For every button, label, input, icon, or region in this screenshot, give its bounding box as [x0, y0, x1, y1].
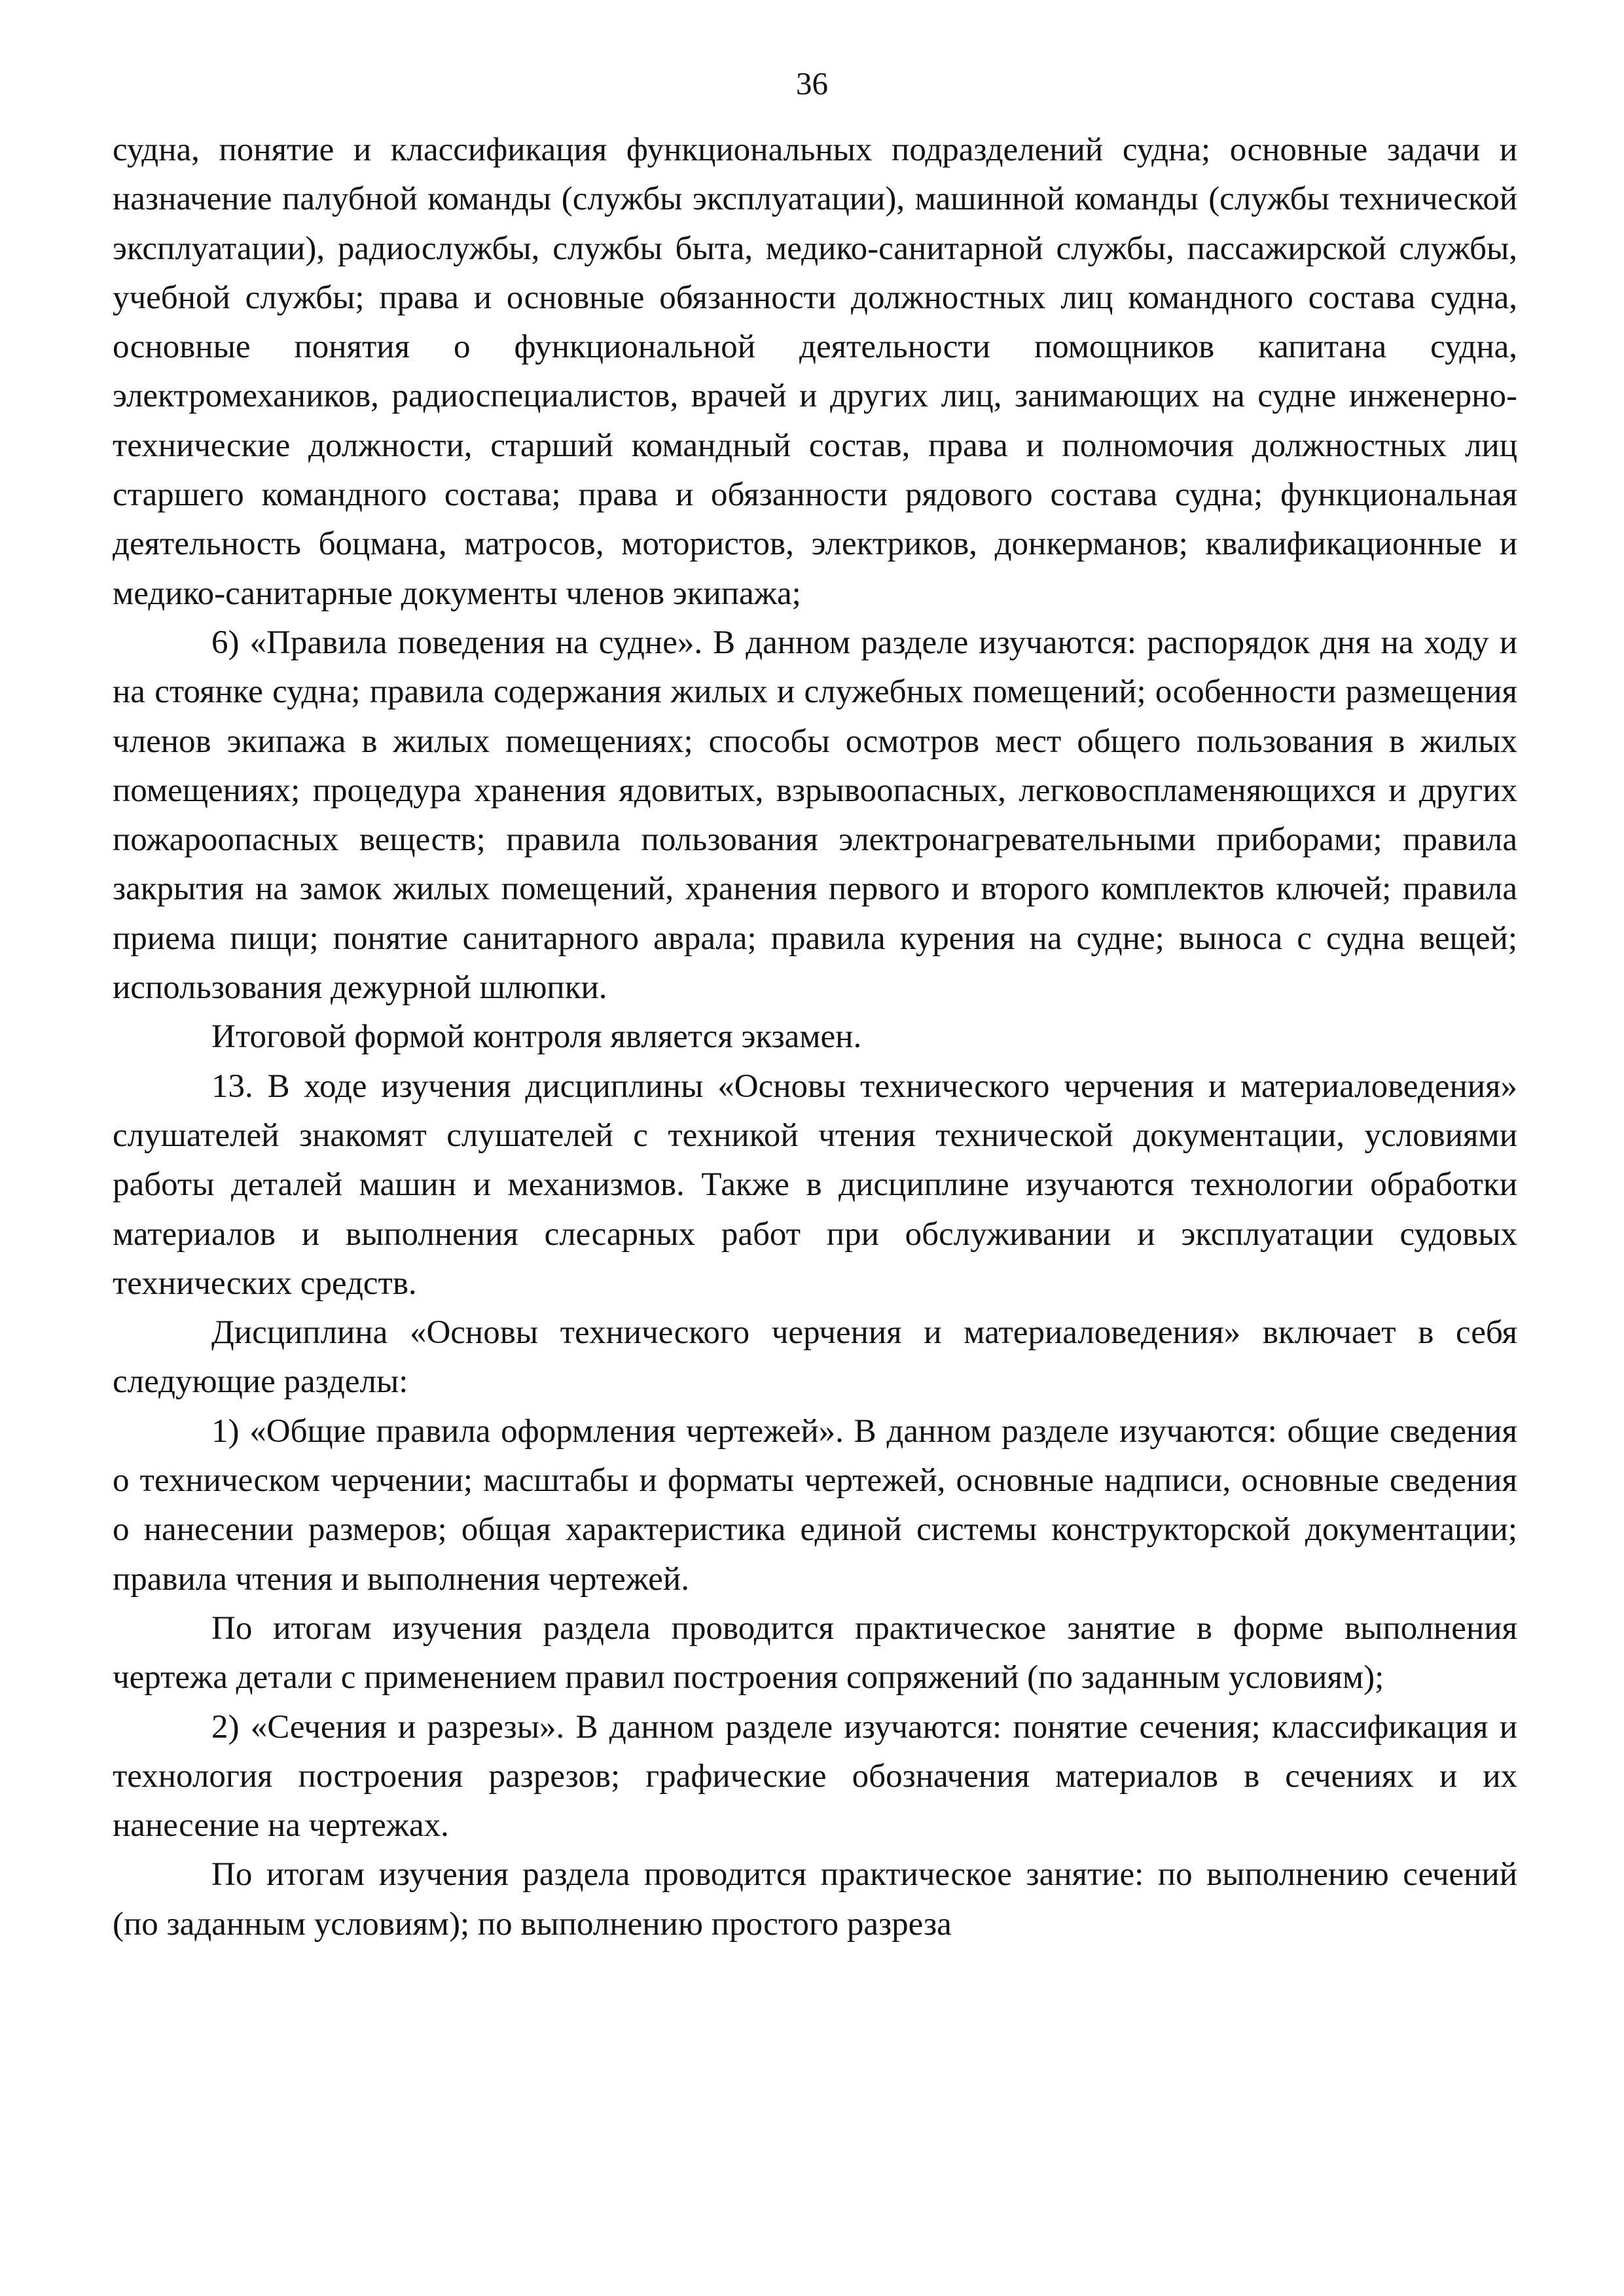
paragraph-final-control: Итоговой формой контроля является экзамен. [211, 1018, 862, 1056]
paragraph-section-1-practice: По итогам изучения раздела проводится практическое занятие в форме выполнения чертежа детали с применением правил построения сопряжений (по заданным условиям); [113, 1609, 1517, 1696]
paragraph-ship-structure-duties: судна, понятие и классификация функциональных подразделений судна; основные задачи и назначение палубной команды (службы эксплуатации), машинной команды (службы технической эксплуатации), радиослужбы, службы быта, медико-санитарной службы, пассажирской службы, учебной службы; права и основные обязанности должностных лиц командного состава судна, основные понятия о функциональной деятельности помощников капитана судна, электромехаников, радиоспециалистов, врачей и других лиц, занимающих на судне инженерно-технические должности, старший командный состав, права и полномочия должностных лиц старшего командного состава; права и обязанности рядового состава судна; функциональная деятельность боцмана, матросов, мотористов, электриков, донкерманов; квалификационные и медико-санитарные документы членов экипажа; [113, 132, 1517, 612]
paragraph-sections-intro: Дисциплина «Основы технического черчения и материаловедения» включает в себя следующие разделы: [113, 1314, 1517, 1401]
paragraph-section-2: 2) «Сечения и разрезы». В данном разделе изучаются: понятие сечения; классификация и технология построения разрезов; графические обозначения материалов в сечениях и их нанесение на чертежах. [113, 1708, 1517, 1844]
paragraph-item-13: 13. В ходе изучения дисциплины «Основы технического черчения и материаловедения» слушателей знакомят слушателей с техникой чтения технической документации, условиями работы деталей машин и механизмов. Также в дисциплине изучаются технологии обработки материалов и выполнения слесарных работ при обслуживании и эксплуатации судовых технических средств. [113, 1067, 1517, 1302]
paragraph-conduct-rules: 6) «Правила поведения на судне». В данном разделе изучаются: распорядок дня на ходу и на стоянке судна; правила содержания жилых и служебных помещений; особенности размещения членов экипажа в жилых помещениях; способы осмотров мест общего пользования в жилых помещениях; процедура хранения ядовитых, взрывоопасных, легковоспламеняющихся и других пожароопасных веществ; правила пользования электронагревательными приборами; правила закрытия на замок жилых помещений, хранения первого и второго комплектов ключей; правила приема пищи; понятие санитарного аврала; правила курения на судне; выноса с судна вещей; использования дежурной шлюпки. [113, 624, 1517, 1007]
document-body [113, 126, 1517, 1949]
page-number: 36 [796, 65, 828, 101]
paragraph-section-2-practice: По итогам изучения раздела проводится практическое занятие: по выполнению сечений (по заданным условиям); по выполнению простого разреза [113, 1856, 1517, 1943]
paragraph-section-1: 1) «Общие правила оформления чертежей». В данном разделе изучаются: общие сведения о техническом черчении; масштабы и форматы чертежей, основные надписи, основные сведения о нанесении размеров; общая характеристика единой системы конструкторской документации; правила чтения и выполнения чертежей. [113, 1412, 1517, 1598]
